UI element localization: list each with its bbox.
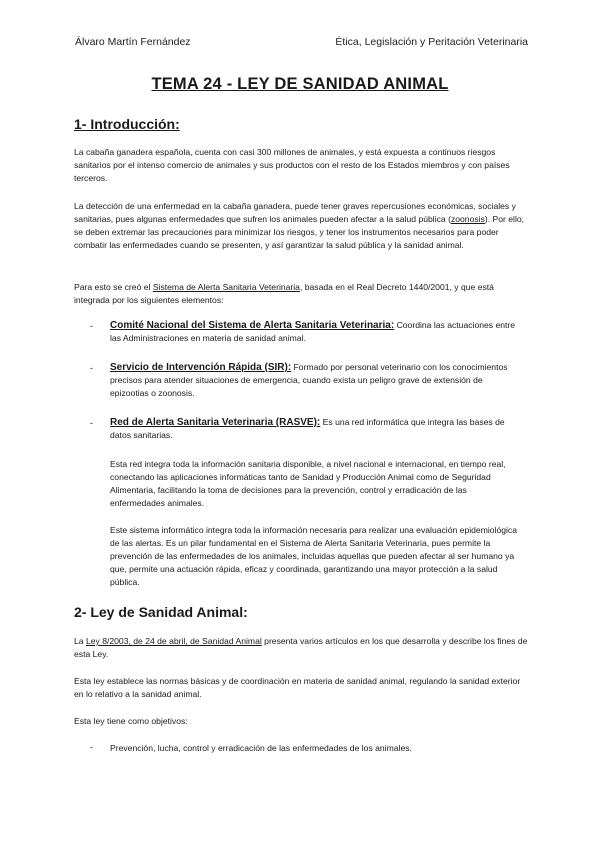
ley-link[interactable]: Ley 8/2003, de 24 de abril, de Sanidad Animal — [85, 636, 262, 646]
s2p1-text-b: presenta varios artículos en los que desarrolla y describe los fines de esta Ley. — [74, 636, 528, 659]
list-item-label: Red de Alerta Sanitaria Veterinaria (RASVE): — [110, 417, 321, 428]
header-author: Álvaro Martín Fernández — [75, 36, 191, 48]
header-subject: Ética, Legislación y Peritación Veterinaria — [335, 36, 528, 48]
list-item-text: Formado por personal veterinario con los conocimientos precisos para atender situaciones de emergencia, cuando exista un peligro grave de extensión de epizootias o zoonosis. — [110, 362, 508, 398]
s2p1-text-a: La — [74, 636, 86, 646]
bullet-dash: - — [90, 742, 93, 752]
section1-heading: 1- Introducción: — [74, 116, 180, 132]
page-title: TEMA 24 - LEY DE SANIDAD ANIMAL — [151, 75, 449, 93]
objective-item: Prevención, lucha, control y erradicación de las enfermedades de los animales. — [110, 743, 412, 753]
section1-paragraph-3 — [74, 281, 530, 307]
list-item — [110, 319, 520, 345]
section1-paragraph-1: La cabaña ganadera española, cuenta con casi 300 millones de animales, y está expuesta a continuos riesgos sanitarios por el intenso comercio de animales y sus productos con el resto de los Estados miembros y con países terceros. — [74, 147, 510, 183]
section2-paragraph-2: Esta ley establece las normas básicas y de coordinación en materia de sanidad animal, regulando la sanidad exterior en lo relativo a la sanidad animal. — [74, 676, 521, 699]
list-item — [110, 361, 520, 400]
rasve-paragraph-1: Esta red integra toda la información sanitaria disponible, a nivel nacional e internacional, en tiempo real, conectando las aplicaciones informáticas tanto de Sanidad y Producción Animal como de Seguridad Alimentaria, facilitando la toma de decisiones para la prevención, control y erradicación de las enfermedades animales. — [110, 459, 506, 508]
list-item-label: Servicio de Intervención Rápida (SIR): — [110, 362, 292, 373]
bullet-dash: - — [90, 363, 93, 373]
section2-heading: 2- Ley de Sanidad Animal: — [74, 604, 248, 620]
list-item — [110, 416, 520, 442]
p3-text-a: Para esto se creó el — [74, 282, 153, 292]
list-item-text: Es una red informática que integra las bases de datos sanitarias. — [110, 417, 505, 440]
section1-paragraph-2 — [74, 200, 530, 252]
section2-paragraph-1 — [74, 635, 530, 661]
p2-text-a: La detección de una enfermedad en la cabaña ganadera, puede tener graves repercusiones económicas, sociales y sanitarias, pues algunas enfermedades que sufren los animales pueden afectar a la salud pública ( — [74, 201, 516, 224]
sistema-alerta-link[interactable]: Sistema de Alerta Sanitaria Veterinaria — [152, 282, 300, 292]
p2-text-b: ). Por ello, se deben extremar las precauciones para minimizar los riesgos, y tener los instrumentos necesarios para poder combatir las enfermedades cuando se presenten, y así garantizar la salud pública y la sanidad animal. — [74, 214, 525, 250]
bullet-dash: - — [90, 418, 93, 428]
zoonosis-link[interactable]: zoonosis — [450, 214, 485, 224]
rasve-paragraph-2: Este sistema informático integra toda la información necesaria para realizar una evaluación epidemiológica de las alertas. Es un pilar fundamental en el Sistema de Alerta Sanitaria Veterinaria, pues permite la prevención de las enfermedades de los animales, incluidas aquellas que pueden afectar al ser humano ya que, permite una actuación rápida, eficaz y coordinada, garantizando una mayor protección a la salud pública. — [110, 525, 517, 587]
section2-paragraph-3: Esta ley tiene como objetivos: — [74, 716, 188, 726]
bullet-dash: - — [90, 321, 93, 331]
p3-text-b: , basada en el Real Decreto 1440/2001, y que está integrada por los siguientes elementos: — [74, 282, 494, 305]
list-item-label: Comité Nacional del Sistema de Alerta Sanitaria Veterinaria: — [110, 320, 395, 331]
list-item-text: Coordina las actuaciones entre las Administraciones en materia de sanidad animal. — [110, 320, 516, 343]
